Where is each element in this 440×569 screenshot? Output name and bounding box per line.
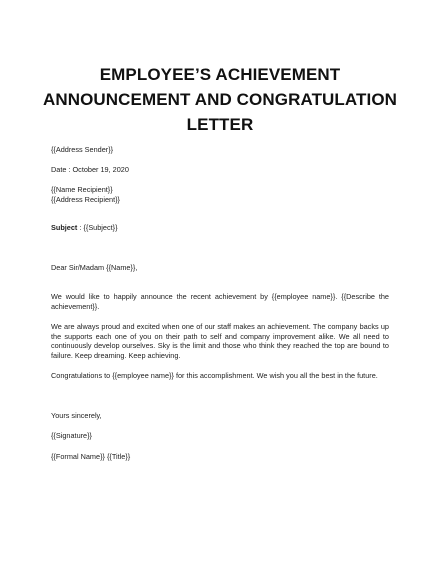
formal-name-title: {{Formal Name}} {{Title}}	[51, 452, 131, 461]
paragraph-announcement: We would like to happily announce the recent achievement by {{employee name}}. {{Describe the achievement}}.	[51, 292, 389, 311]
paragraph-congratulations: Congratulations to {{employee name}} for this accomplishment. We wish you all the best in the future.	[51, 371, 378, 380]
letter-title	[20, 62, 420, 137]
title-line-1: EMPLOYEE’S ACHIEVEMENT	[99, 65, 341, 84]
subject-label: Subject	[51, 223, 78, 232]
subject-line	[51, 223, 118, 233]
subject-value: : {{Subject}}	[77, 223, 118, 232]
title-line-3: LETTER	[186, 115, 254, 134]
letter-date: Date : October 19, 2020	[51, 165, 129, 174]
address-sender: {{Address Sender}}	[51, 145, 114, 154]
address-recipient: {{Address Recipient}}	[51, 195, 120, 204]
signature: {{Signature}}	[51, 431, 92, 440]
salutation: Dear Sir/Madam {{Name}},	[51, 263, 138, 272]
closing: Yours sincerely,	[51, 411, 102, 420]
paragraph-praise: We are always proud and excited when one of our staff makes an achievement. The company backs up the supports each one of you on their path to self and company improvement alike. We all need to continuously develop ourselves. Sky is the limit and those who think they reached the top are bound to failure. Keep dreaming. Keep achieving.	[51, 322, 389, 360]
name-recipient: {{Name Recipient}}	[51, 185, 113, 194]
title-line-2: ANNOUNCEMENT AND CONGRATULATION	[42, 90, 398, 109]
